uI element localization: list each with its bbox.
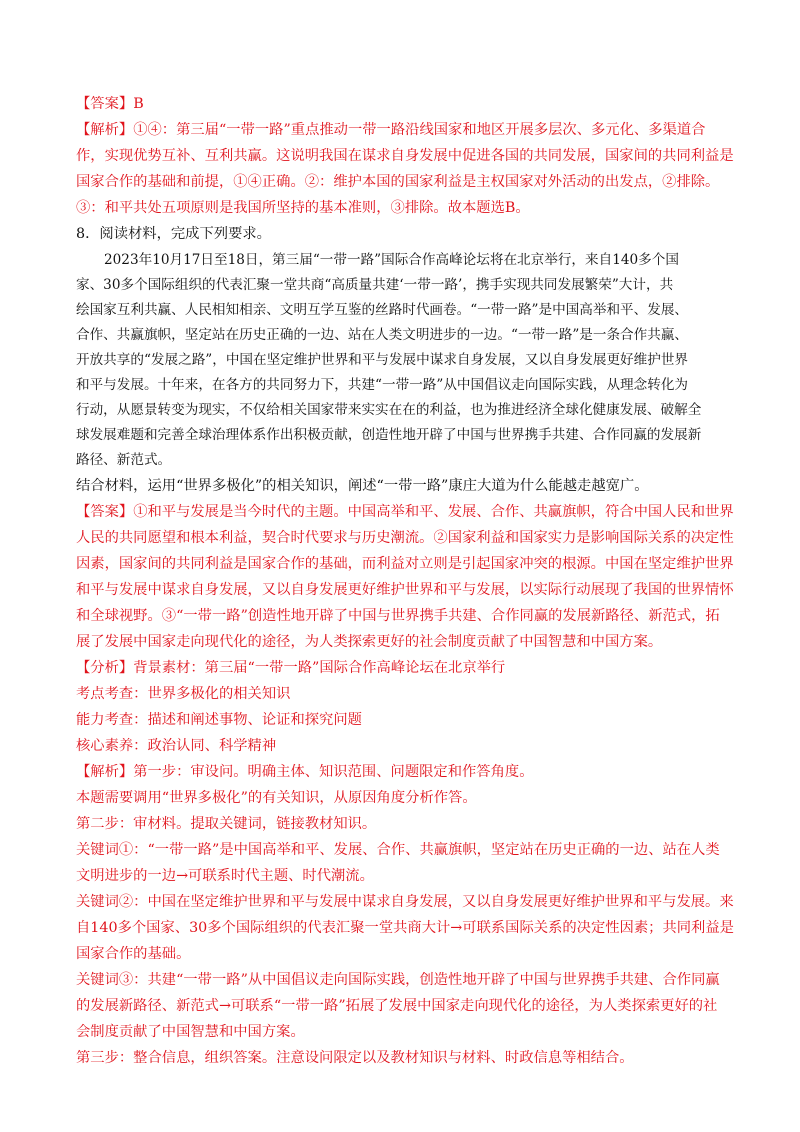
keyword3-line: 会制度贡献了中国智慧和中国方案。: [76, 1024, 305, 1040]
q7-answer-line: [76, 94, 726, 114]
answer-value: B: [133, 96, 144, 112]
q8-answer-line: 和平与发展中谋求自身发展，又以自身发展更好维护世界和平与发展，以实际行动展现了我国的世界情怀: [76, 582, 734, 598]
step1-line: [76, 762, 726, 782]
material-line: 家、30多个国际组织的代表汇聚一堂共商“高质量共建‘一带一路’，携手实现共同发展繁荣”大计，共: [76, 277, 674, 293]
answer-text: ①和平与发展是当今时代的主题。中国高举和平、发展、合作、共赢旗帜，符合中国人民和世界: [133, 504, 734, 520]
material-line: 2023年10月17日至18日，第三届“一带一路”国际合作高峰论坛将在北京举行，来自140多个国: [104, 252, 679, 268]
analysis-head-tag: 【分析】: [76, 660, 134, 676]
material-line: 合作、共赢旗帜，坚定站在历史正确的一边、站在人类文明进步的一边。“一带一路”是一条合作共赢、: [76, 327, 689, 343]
nengli-line: 能力考查：描述和阐述事物、论证和探究问题: [76, 712, 362, 728]
suyang-line: 核心素养：政治认同、科学精神: [76, 738, 277, 754]
q7-analysis-line: [76, 120, 726, 140]
q7-analysis-line: ③：和平共处五项原则是我国所坚持的基本准则，③排除。故本题选B。: [76, 200, 530, 216]
keyword1-line: 文明进步的一边→可联系时代主题、时代潮流。: [76, 868, 374, 884]
material-line: 开放共享的“发展之路”，中国在坚定维护世界和平与发展中谋求自身发展，又以自身发展更好维护世界: [76, 352, 689, 368]
answer-tag: 【答案】: [76, 96, 134, 112]
step3-line: 第三步：整合信息，组织答案。注意设问限定以及教材知识与材料、时政信息等相结合。: [76, 1050, 634, 1066]
q8-question: 结合材料，运用“世界多极化”的相关知识，阐述“一带一路”康庄大道为什么能越走越宽广。: [76, 478, 649, 494]
analysis-head-text: 背景素材：第三届“一带一路”国际合作高峰论坛在北京举行: [133, 660, 506, 676]
analysis-tag: 【解析】: [76, 764, 134, 780]
q8-answer-line: 因素，国家间的共同利益是国家合作的基础，而利益对立则是引起国家冲突的根源。中国在坚定维护世界: [76, 556, 734, 572]
q8-answer-line: 和全球视野。③“一带一路”创造性地开辟了中国与世界携手共建、合作同赢的发展新路径、新范式，拓: [76, 608, 720, 624]
material-line: 行动，从愿景转变为现实，不仅给相关国家带来实实在在的利益，也为推进经济全球化健康发展、破解全: [76, 402, 702, 418]
keyword2-line: 国家合作的基础。: [76, 946, 191, 962]
keyword1-line: 关键词①：“一带一路”是中国高举和平、发展、合作、共赢旗帜，坚定站在历史正确的一边、站在人类: [76, 842, 720, 858]
q8-stem: 8．阅读材料，完成下列要求。: [76, 226, 271, 242]
step2-line: 第二步：审材料。提取关键词，链接教材知识。: [76, 816, 377, 832]
kaodian-line: 考点考查：世界多极化的相关知识: [76, 686, 291, 702]
q8-answer-line: 人民的共同愿望和根本利益，契合时代要求与历史潮流。②国家利益和国家实力是影响国际关系的决定性: [76, 530, 734, 546]
material-line: 绘国家互利共赢、人民相知相亲、文明互学互鉴的丝路时代画卷。“一带一路”是中国高举和平、发展、: [76, 302, 689, 318]
q8-answer-line: 展了发展中国家走向现代化的途径，为人类探索更好的社会制度贡献了中国智慧和中国方案。: [76, 634, 663, 650]
material-line: 路径、新范式。: [76, 452, 172, 468]
keyword3-line: 的发展新路径、新范式→可联系“一带一路”拓展了发展中国家走向现代化的途径，为人类探索更好的社: [76, 998, 718, 1014]
q7-analysis-line: 作，实现优势互补、互利共赢。这说明我国在谋求自身发展中促进各国的共同发展，国家间的共同利益是: [76, 148, 734, 164]
analysis-text: ①④：第三届“一带一路”重点推动一带一路沿线国家和地区开展多层次、多元化、多渠道合: [133, 122, 706, 138]
material-line: 和平与发展。十年来，在各方的共同努力下，共建“一带一路”从中国倡议走向国际实践，从理念转化为: [76, 377, 689, 393]
keyword2-line: 关键词②：中国在坚定维护世界和平与发展中谋求自身发展，又以自身发展更好维护世界和平与发展。来: [76, 894, 734, 910]
step1-text: 第一步：审设问。明确主体、知识范围、问题限定和作答角度。: [133, 764, 534, 780]
keyword2-line: 自140多个国家、30多个国际组织的代表汇聚一堂共商大计→可联系国际关系的决定性因素；共同利益是: [76, 920, 734, 936]
step1-detail: 本题需要调用“世界多极化”的有关知识，从原因角度分析作答。: [76, 790, 477, 806]
q7-analysis-line: 国家合作的基础和前提，①④正确。②：维护本国的国家利益是主权国家对外活动的出发点，②排除。: [76, 174, 720, 190]
material-line: 球发展难题和完善全球治理体系作出积极贡献，创造性地开辟了中国与世界携手共建、合作同赢的发展新: [76, 427, 702, 443]
keyword3-line: 关键词③：共建“一带一路”从中国倡议走向国际实践，创造性地开辟了中国与世界携手共建、合作同赢: [76, 972, 720, 988]
answer-tag: 【答案】: [76, 504, 134, 520]
q8-analysis-head: [76, 658, 726, 678]
analysis-tag: 【解析】: [76, 122, 134, 138]
q8-answer-line: [76, 502, 734, 522]
